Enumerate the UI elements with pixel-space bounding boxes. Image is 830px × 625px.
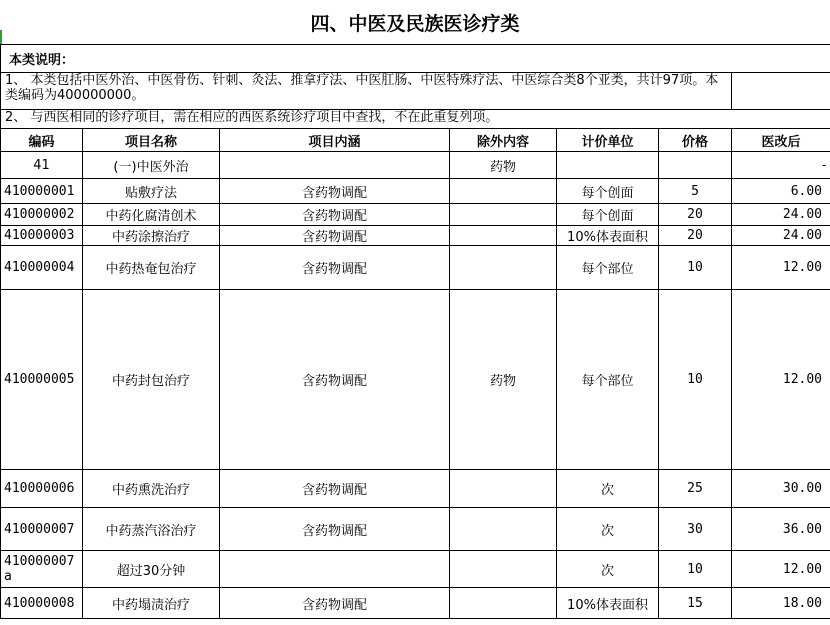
exclude-cell	[450, 551, 557, 588]
page-title: 四、中医及民族医诊疗类	[310, 12, 520, 35]
cell-selection-marker	[0, 30, 2, 44]
content-cell	[220, 551, 450, 588]
name-cell: 中药封包治疗	[83, 290, 220, 470]
content-cell: 含药物调配	[220, 508, 450, 551]
code-cell: 410000001	[1, 179, 83, 204]
unit-cell: 次	[557, 508, 659, 551]
description-row-2	[1, 110, 830, 129]
name-cell: 中药蒸汽浴治疗	[83, 508, 220, 551]
code-cell: 41	[1, 152, 83, 179]
price-cell: 10	[659, 551, 732, 588]
header-code: 编码	[1, 129, 83, 152]
header-name: 项目名称	[83, 129, 220, 152]
unit-cell: 每个部位	[557, 290, 659, 470]
code-cell: 410000007	[1, 508, 83, 551]
description-line-2: 2、 与西医相同的诊疗项目，需在相应的西医系统诊疗项目中查找，不在此重复列项。	[1, 110, 830, 129]
header-content: 项目内涵	[220, 129, 450, 152]
table-row	[1, 152, 830, 179]
unit-cell: 10%体表面积	[557, 588, 659, 619]
exclude-cell	[450, 588, 557, 619]
price-cell: 10	[659, 290, 732, 470]
price-cell: 20	[659, 226, 732, 246]
exclude-cell: 药物	[450, 290, 557, 470]
after-cell: 12.00	[732, 551, 830, 588]
code-cell: 410000005	[1, 290, 83, 470]
name-cell: 中药涂擦治疗	[83, 226, 220, 246]
content-cell: 含药物调配	[220, 204, 450, 226]
price-cell: 10	[659, 246, 732, 290]
code-cell: 410000008	[1, 588, 83, 619]
unit-cell: 每个部位	[557, 246, 659, 290]
header-after-reform: 医改后	[732, 129, 830, 152]
price-cell: 25	[659, 470, 732, 508]
price-cell: 15	[659, 588, 732, 619]
table-row	[1, 551, 830, 588]
exclude-cell	[450, 204, 557, 226]
table-row	[1, 246, 830, 290]
name-cell: 中药化腐清创术	[83, 204, 220, 226]
table-row	[1, 226, 830, 246]
exclude-cell: 药物	[450, 152, 557, 179]
content-cell: 含药物调配	[220, 179, 450, 204]
description-empty-cell	[732, 73, 830, 110]
unit-cell	[557, 152, 659, 179]
unit-cell: 次	[557, 551, 659, 588]
table-row	[1, 588, 830, 619]
exclude-cell	[450, 226, 557, 246]
after-cell: -	[732, 152, 830, 179]
description-line-1: 1、 本类包括中医外治、中医骨伤、针刺、灸法、推拿疗法、中医肛肠、中医特殊疗法、中医综合类8个亚类，共计97项。本类编码为400000000。	[1, 73, 732, 110]
price-cell: 20	[659, 204, 732, 226]
header-price: 价格	[659, 129, 732, 152]
unit-cell: 10%体表面积	[557, 226, 659, 246]
after-cell: 6.00	[732, 179, 830, 204]
price-cell	[659, 152, 732, 179]
after-cell: 12.00	[732, 290, 830, 470]
table-row	[1, 290, 830, 470]
description-row-1	[1, 73, 830, 110]
name-cell: 中药热奄包治疗	[83, 246, 220, 290]
code-cell: 410000003	[1, 226, 83, 246]
name-cell: 中药塌渍治疗	[83, 588, 220, 619]
code-cell: 410000004	[1, 246, 83, 290]
table-row	[1, 204, 830, 226]
description-heading-row	[1, 45, 830, 73]
after-cell: 12.00	[732, 246, 830, 290]
content-cell: 含药物调配	[220, 226, 450, 246]
name-cell: 贴敷疗法	[83, 179, 220, 204]
content-cell: 含药物调配	[220, 246, 450, 290]
content-cell: 含药物调配	[220, 290, 450, 470]
exclude-cell	[450, 179, 557, 204]
content-cell	[220, 152, 450, 179]
after-cell: 30.00	[732, 470, 830, 508]
header-unit: 计价单位	[557, 129, 659, 152]
exclude-cell	[450, 470, 557, 508]
code-cell: 410000006	[1, 470, 83, 508]
header-exclude: 除外内容	[450, 129, 557, 152]
price-cell: 5	[659, 179, 732, 204]
unit-cell: 每个创面	[557, 204, 659, 226]
table-row	[1, 508, 830, 551]
code-cell: 410000007a	[1, 551, 83, 588]
after-cell: 18.00	[732, 588, 830, 619]
name-cell: (一)中医外治	[83, 152, 220, 179]
after-cell: 36.00	[732, 508, 830, 551]
price-cell: 30	[659, 508, 732, 551]
after-cell: 24.00	[732, 204, 830, 226]
content-cell: 含药物调配	[220, 470, 450, 508]
name-cell: 中药熏洗治疗	[83, 470, 220, 508]
description-heading: 本类说明：	[1, 45, 830, 73]
name-cell: 超过30分钟	[83, 551, 220, 588]
exclude-cell	[450, 508, 557, 551]
table-row	[1, 179, 830, 204]
content-cell: 含药物调配	[220, 588, 450, 619]
unit-cell: 每个创面	[557, 179, 659, 204]
after-cell: 24.00	[732, 226, 830, 246]
code-cell: 410000002	[1, 204, 83, 226]
unit-cell: 次	[557, 470, 659, 508]
table-row	[1, 470, 830, 508]
header-row	[1, 129, 830, 152]
price-table	[0, 44, 830, 619]
exclude-cell	[450, 246, 557, 290]
